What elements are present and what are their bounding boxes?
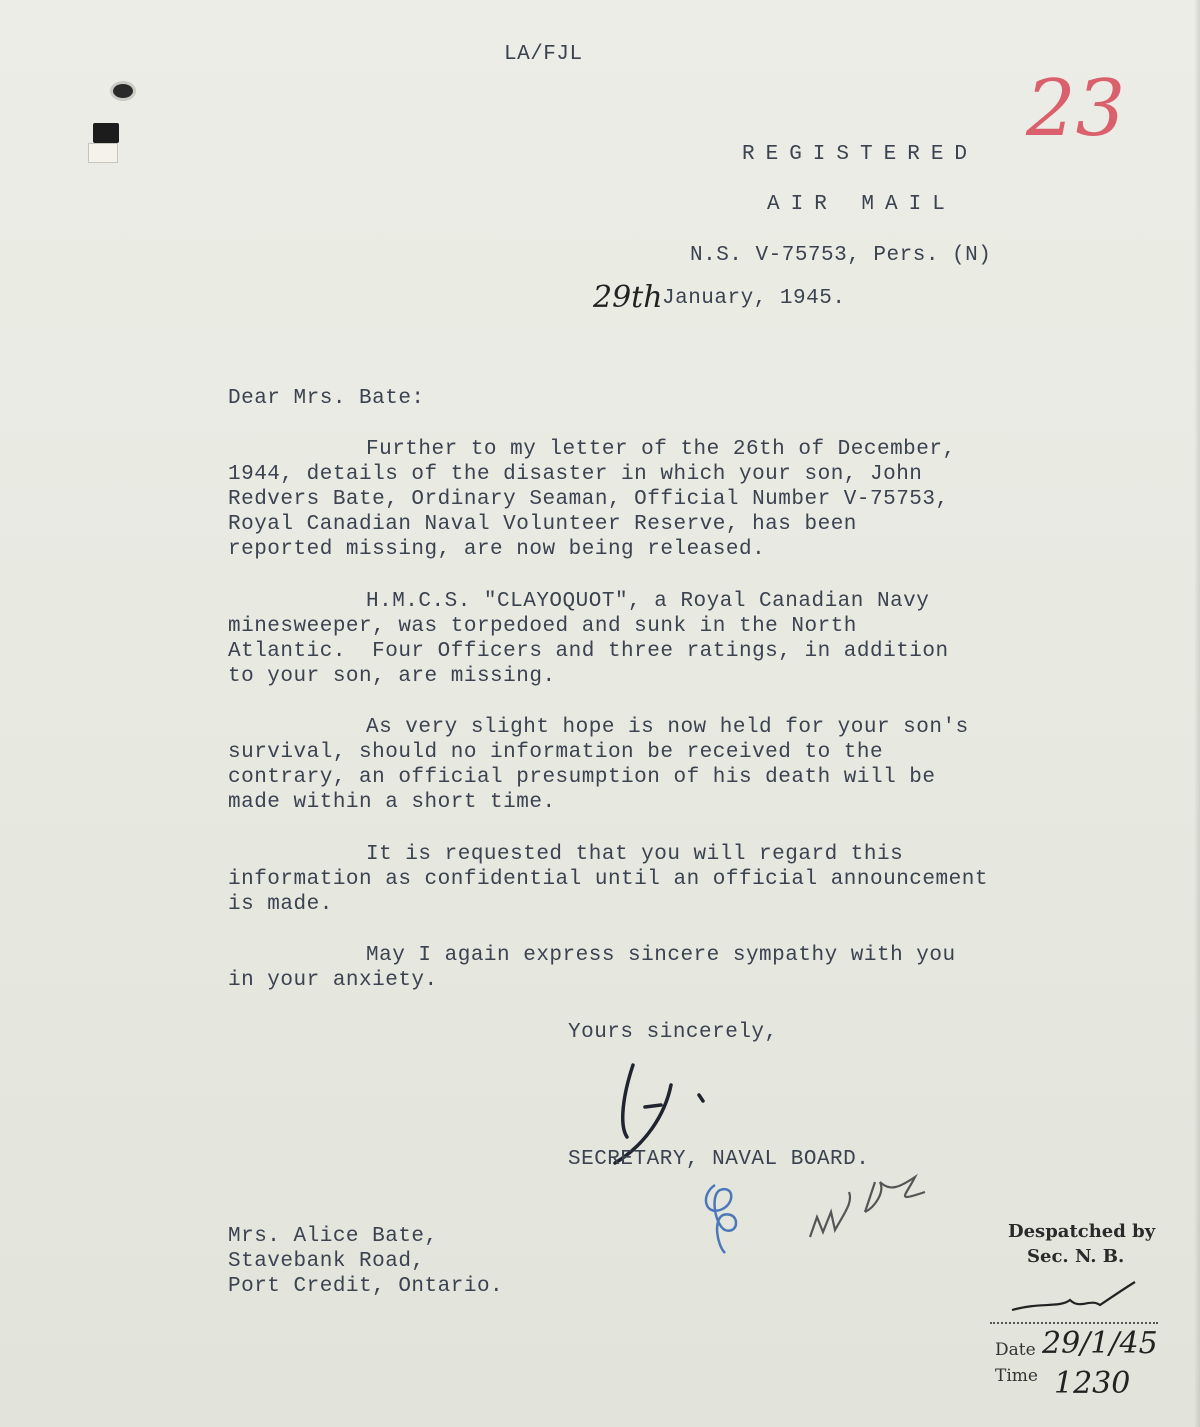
signature-title: SECRETARY, NAVAL BOARD.	[568, 1148, 870, 1171]
paragraph-line: Further to my letter of the 26th of December,	[366, 438, 956, 461]
date-typed: January, 1945.	[662, 287, 846, 310]
addressee-line: Mrs. Alice Bate,	[228, 1225, 438, 1248]
stamp-time-label: Time	[995, 1366, 1038, 1386]
closing: Yours sincerely,	[568, 1021, 778, 1044]
pencil-initials-mark	[805, 1162, 935, 1242]
stamp-sec-nb: Sec. N. B.	[1027, 1246, 1125, 1267]
addressee-line: Stavebank Road,	[228, 1250, 425, 1273]
punch-tab	[88, 143, 118, 163]
paragraph-line: made within a short time.	[228, 791, 556, 814]
stamp-initials-mark	[1010, 1280, 1140, 1320]
stamp-despatched-by: Despatched by	[1008, 1221, 1156, 1242]
punch-hole-bottom	[93, 123, 119, 143]
salutation: Dear Mrs. Bate:	[228, 387, 425, 410]
paragraph-line: information as confidential until an official announcement	[228, 868, 988, 891]
registered-heading: REGISTERED	[742, 143, 979, 166]
paragraph-line: Redvers Bate, Ordinary Seaman, Official Number V-75753,	[228, 488, 949, 511]
paragraph-line: As very slight hope is now held for your son's	[366, 716, 969, 739]
paragraph-line: May I again express sincere sympathy with you	[366, 944, 956, 967]
stamp-date-value: 29/1/45	[1042, 1326, 1158, 1361]
file-number-handwritten: 23	[1026, 64, 1126, 154]
file-reference: N.S. V-75753, Pers. (N)	[690, 244, 992, 267]
paragraph-line: It is requested that you will regard this	[366, 843, 904, 866]
blue-initials-mark	[695, 1165, 755, 1255]
paragraph-line: reported missing, are now being released.	[228, 538, 766, 561]
reference-code: LA/FJL	[504, 43, 583, 66]
date-handwritten: 29th	[593, 280, 663, 315]
paragraph-line: 1944, details of the disaster in which your son, John	[228, 463, 923, 486]
paragraph-line: in your anxiety.	[228, 969, 438, 992]
stamp-date-label: Date	[995, 1340, 1036, 1360]
stamp-dotted-line	[990, 1322, 1158, 1324]
paragraph-line: to your son, are missing.	[228, 665, 556, 688]
paragraph-line: H.M.C.S. "CLAYOQUOT", a Royal Canadian Navy	[366, 590, 930, 613]
paragraph-line: minesweeper, was torpedoed and sunk in the North	[228, 615, 857, 638]
paragraph-line: contrary, an official presumption of his death will be	[228, 766, 936, 789]
paragraph-line: Atlantic. Four Officers and three ratings, in addition	[228, 640, 949, 663]
paragraph-line: Royal Canadian Naval Volunteer Reserve, has been	[228, 513, 857, 536]
addressee-line: Port Credit, Ontario.	[228, 1275, 504, 1298]
page-edge-shadow	[1194, 0, 1200, 1427]
punch-hole-top	[113, 84, 133, 98]
paragraph-line: survival, should no information be received to the	[228, 741, 884, 764]
air-mail-heading: AIR MAIL	[767, 193, 956, 216]
stamp-time-value: 1230	[1054, 1366, 1131, 1401]
paragraph-line: is made.	[228, 893, 333, 916]
